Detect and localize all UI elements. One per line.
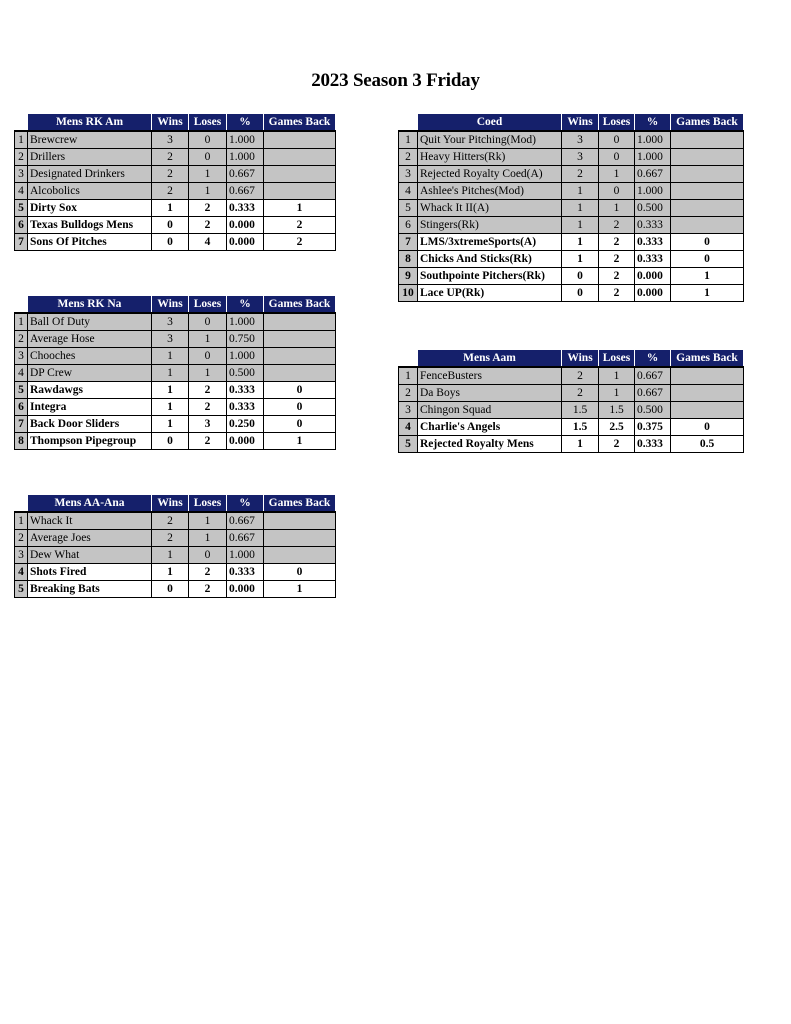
table-row (399, 436, 744, 453)
loses-cell: 1 (189, 512, 227, 530)
team-name-cell: Back Door Sliders (28, 416, 152, 433)
wins-cell: 1 (152, 564, 189, 581)
rank-cell: 6 (15, 399, 28, 416)
games-back-cell (671, 131, 744, 149)
games-back-cell: 1 (671, 268, 744, 285)
wins-header: Wins (152, 296, 189, 314)
games-back-cell (264, 512, 336, 530)
standings-table-mens-rk-am (14, 113, 336, 251)
games-back-cell: 1 (264, 433, 336, 450)
pct-cell: 0.333 (227, 399, 264, 416)
pct-cell: 0.667 (635, 166, 671, 183)
pct-header: % (227, 296, 264, 314)
table-row (399, 217, 744, 234)
team-name-cell: Breaking Bats (28, 581, 152, 598)
wins-cell: 1 (562, 183, 599, 200)
rank-cell: 1 (15, 131, 28, 149)
loses-cell: 2.5 (599, 419, 635, 436)
table-row (15, 131, 336, 149)
team-name-cell: Sons Of Pitches (28, 234, 152, 251)
loses-cell: 2 (599, 217, 635, 234)
rank-cell: 2 (15, 149, 28, 166)
team-name-cell: Rawdawgs (28, 382, 152, 399)
team-name-cell: Brewcrew (28, 131, 152, 149)
team-name-cell: Texas Bulldogs Mens (28, 217, 152, 234)
table-row (15, 313, 336, 331)
table-row (15, 183, 336, 200)
wins-cell: 2 (152, 166, 189, 183)
table-row (15, 149, 336, 166)
wins-header: Wins (562, 114, 599, 132)
games-back-cell: 1 (671, 285, 744, 302)
loses-header: Loses (189, 114, 227, 132)
table-row (399, 367, 744, 385)
division-name: Mens Aam (418, 350, 562, 368)
wins-cell: 1 (152, 365, 189, 382)
pct-header: % (635, 114, 671, 132)
rank-cell: 7 (399, 234, 418, 251)
team-name-cell: LMS/3xtremeSports(A) (418, 234, 562, 251)
team-name-cell: Designated Drinkers (28, 166, 152, 183)
loses-cell: 1 (189, 365, 227, 382)
team-name-cell: Alcobolics (28, 183, 152, 200)
games-back-header: Games Back (671, 350, 744, 368)
games-back-cell: 0 (671, 251, 744, 268)
games-back-cell: 0 (671, 419, 744, 436)
wins-cell: 1 (152, 547, 189, 564)
wins-cell: 0 (152, 581, 189, 598)
header-corner (399, 350, 418, 368)
loses-cell: 2 (599, 268, 635, 285)
rank-cell: 7 (15, 234, 28, 251)
header-corner (15, 114, 28, 132)
table-row (399, 234, 744, 251)
wins-cell: 2 (562, 166, 599, 183)
team-name-cell: Stingers(Rk) (418, 217, 562, 234)
loses-cell: 0 (599, 183, 635, 200)
games-back-cell (264, 348, 336, 365)
games-back-header: Games Back (264, 114, 336, 132)
games-back-cell: 0.5 (671, 436, 744, 453)
wins-cell: 2 (152, 149, 189, 166)
games-back-cell (671, 385, 744, 402)
pct-cell: 0.667 (635, 385, 671, 402)
wins-cell: 1 (562, 217, 599, 234)
pct-cell: 0.667 (227, 183, 264, 200)
loses-cell: 1 (189, 331, 227, 348)
pct-cell: 0.333 (635, 436, 671, 453)
games-back-cell: 2 (264, 217, 336, 234)
games-back-cell: 1 (264, 581, 336, 598)
team-name-cell: Shots Fired (28, 564, 152, 581)
wins-cell: 0 (562, 268, 599, 285)
table-row (15, 399, 336, 416)
table-row (399, 251, 744, 268)
loses-cell: 1 (599, 385, 635, 402)
pct-header: % (227, 114, 264, 132)
loses-header: Loses (189, 495, 227, 513)
games-back-cell (264, 166, 336, 183)
table-row (15, 416, 336, 433)
division-name: Mens AA-Ana (28, 495, 152, 513)
games-back-cell (671, 149, 744, 166)
pct-cell: 0.000 (227, 217, 264, 234)
rank-cell: 1 (399, 367, 418, 385)
wins-cell: 3 (152, 131, 189, 149)
games-back-cell (264, 149, 336, 166)
loses-header: Loses (189, 296, 227, 314)
rank-cell: 8 (399, 251, 418, 268)
rank-cell: 3 (399, 402, 418, 419)
pct-cell: 0.667 (635, 367, 671, 385)
games-back-cell: 0 (671, 234, 744, 251)
games-back-cell (264, 331, 336, 348)
rank-cell: 3 (15, 166, 28, 183)
table-row (399, 200, 744, 217)
table-row (15, 234, 336, 251)
rank-cell: 10 (399, 285, 418, 302)
games-back-cell (671, 200, 744, 217)
loses-cell: 1 (189, 530, 227, 547)
team-name-cell: Chicks And Sticks(Rk) (418, 251, 562, 268)
rank-cell: 7 (15, 416, 28, 433)
team-name-cell: Rejected Royalty Mens (418, 436, 562, 453)
wins-cell: 0 (562, 285, 599, 302)
rank-cell: 4 (15, 183, 28, 200)
pct-cell: 1.000 (227, 348, 264, 365)
team-name-cell: Chooches (28, 348, 152, 365)
pct-cell: 0.000 (635, 285, 671, 302)
table-header-row (15, 495, 336, 513)
header-corner (15, 495, 28, 513)
pct-cell: 0.000 (635, 268, 671, 285)
loses-cell: 0 (599, 131, 635, 149)
rank-cell: 6 (399, 217, 418, 234)
pct-cell: 0.333 (227, 564, 264, 581)
table-row (15, 433, 336, 450)
table-row (399, 183, 744, 200)
team-name-cell: Lace UP(Rk) (418, 285, 562, 302)
header-corner (15, 296, 28, 314)
games-back-cell (264, 183, 336, 200)
rank-cell: 5 (15, 200, 28, 217)
pct-cell: 0.667 (227, 530, 264, 547)
wins-cell: 1 (152, 399, 189, 416)
pct-cell: 1.000 (227, 313, 264, 331)
wins-cell: 1 (152, 348, 189, 365)
loses-cell: 1 (599, 367, 635, 385)
loses-cell: 1 (599, 166, 635, 183)
loses-cell: 0 (189, 149, 227, 166)
rank-cell: 1 (15, 512, 28, 530)
team-name-cell: Integra (28, 399, 152, 416)
table-row (15, 547, 336, 564)
rank-cell: 5 (15, 382, 28, 399)
table-header-row (15, 114, 336, 132)
games-back-cell: 0 (264, 382, 336, 399)
pct-cell: 1.000 (227, 547, 264, 564)
games-back-cell (264, 313, 336, 331)
table-row (399, 285, 744, 302)
pct-header: % (635, 350, 671, 368)
rank-cell: 2 (15, 331, 28, 348)
loses-cell: 0 (189, 348, 227, 365)
team-name-cell: Southpointe Pitchers(Rk) (418, 268, 562, 285)
rank-cell: 3 (15, 348, 28, 365)
wins-cell: 1 (562, 234, 599, 251)
loses-cell: 2 (599, 234, 635, 251)
team-name-cell: Average Joes (28, 530, 152, 547)
rank-cell: 5 (399, 200, 418, 217)
games-back-header: Games Back (671, 114, 744, 132)
standings-table-mens-aa-ana (14, 494, 336, 598)
rank-cell: 1 (15, 313, 28, 331)
team-name-cell: Heavy Hitters(Rk) (418, 149, 562, 166)
pct-header: % (227, 495, 264, 513)
loses-cell: 0 (189, 313, 227, 331)
table-row (399, 268, 744, 285)
rank-cell: 1 (399, 131, 418, 149)
pct-cell: 1.000 (227, 149, 264, 166)
rank-cell: 4 (399, 183, 418, 200)
table-row (15, 217, 336, 234)
games-back-cell: 0 (264, 564, 336, 581)
loses-cell: 2 (189, 382, 227, 399)
table-row (15, 166, 336, 183)
loses-cell: 0 (599, 149, 635, 166)
table-row (15, 331, 336, 348)
loses-cell: 0 (189, 131, 227, 149)
wins-header: Wins (562, 350, 599, 368)
team-name-cell: Rejected Royalty Coed(A) (418, 166, 562, 183)
loses-header: Loses (599, 114, 635, 132)
team-name-cell: Chingon Squad (418, 402, 562, 419)
wins-cell: 2 (152, 183, 189, 200)
rank-cell: 4 (15, 365, 28, 382)
page-title: 2023 Season 3 Friday (311, 70, 480, 91)
games-back-cell: 0 (264, 416, 336, 433)
rank-cell: 6 (15, 217, 28, 234)
pct-cell: 1.000 (227, 131, 264, 149)
rank-cell: 4 (399, 419, 418, 436)
wins-cell: 1 (562, 436, 599, 453)
games-back-cell (671, 217, 744, 234)
team-name-cell: Thompson Pipegroup (28, 433, 152, 450)
pct-cell: 0.000 (227, 581, 264, 598)
games-back-cell (671, 367, 744, 385)
team-name-cell: Dew What (28, 547, 152, 564)
loses-cell: 4 (189, 234, 227, 251)
table-row (15, 348, 336, 365)
pct-cell: 1.000 (635, 149, 671, 166)
games-back-cell (671, 183, 744, 200)
loses-cell: 2 (189, 217, 227, 234)
games-back-cell (264, 547, 336, 564)
loses-cell: 1 (189, 183, 227, 200)
wins-cell: 0 (152, 433, 189, 450)
games-back-cell: 1 (264, 200, 336, 217)
table-row (399, 419, 744, 436)
pct-cell: 0.333 (635, 251, 671, 268)
team-name-cell: Da Boys (418, 385, 562, 402)
wins-cell: 1.5 (562, 402, 599, 419)
pct-cell: 0.667 (227, 512, 264, 530)
rank-cell: 5 (15, 581, 28, 598)
loses-cell: 2 (189, 399, 227, 416)
games-back-cell (671, 402, 744, 419)
wins-header: Wins (152, 495, 189, 513)
pct-cell: 0.667 (227, 166, 264, 183)
team-name-cell: DP Crew (28, 365, 152, 382)
team-name-cell: Average Hose (28, 331, 152, 348)
pct-cell: 0.333 (635, 217, 671, 234)
team-name-cell: Dirty Sox (28, 200, 152, 217)
pct-cell: 0.500 (227, 365, 264, 382)
rank-cell: 2 (399, 385, 418, 402)
wins-cell: 1 (152, 200, 189, 217)
loses-cell: 2 (189, 200, 227, 217)
wins-cell: 1 (152, 382, 189, 399)
table-row (15, 365, 336, 382)
table-row (15, 581, 336, 598)
loses-cell: 2 (599, 251, 635, 268)
wins-cell: 2 (562, 385, 599, 402)
rank-cell: 3 (15, 547, 28, 564)
pct-cell: 0.333 (227, 382, 264, 399)
loses-cell: 2 (189, 433, 227, 450)
games-back-cell: 2 (264, 234, 336, 251)
team-name-cell: Whack It (28, 512, 152, 530)
team-name-cell: FenceBusters (418, 367, 562, 385)
loses-cell: 1.5 (599, 402, 635, 419)
wins-cell: 3 (152, 331, 189, 348)
table-row (15, 512, 336, 530)
games-back-header: Games Back (264, 296, 336, 314)
pct-cell: 0.000 (227, 433, 264, 450)
loses-cell: 0 (189, 547, 227, 564)
table-header-row (399, 114, 744, 132)
division-name: Coed (418, 114, 562, 132)
wins-cell: 1 (562, 200, 599, 217)
table-row (399, 402, 744, 419)
table-header-row (399, 350, 744, 368)
standings-table-mens-rk-na (14, 295, 336, 450)
table-header-row (15, 296, 336, 314)
games-back-cell (671, 166, 744, 183)
pct-cell: 1.000 (635, 131, 671, 149)
pct-cell: 0.375 (635, 419, 671, 436)
rank-cell: 2 (15, 530, 28, 547)
loses-cell: 1 (599, 200, 635, 217)
wins-cell: 1.5 (562, 419, 599, 436)
table-row (399, 131, 744, 149)
loses-cell: 2 (189, 564, 227, 581)
pct-cell: 0.333 (227, 200, 264, 217)
games-back-cell: 0 (264, 399, 336, 416)
games-back-header: Games Back (264, 495, 336, 513)
wins-cell: 3 (152, 313, 189, 331)
pct-cell: 0.250 (227, 416, 264, 433)
pct-cell: 0.500 (635, 200, 671, 217)
loses-cell: 2 (599, 285, 635, 302)
wins-cell: 1 (152, 416, 189, 433)
team-name-cell: Quit Your Pitching(Mod) (418, 131, 562, 149)
loses-cell: 2 (189, 581, 227, 598)
pct-cell: 0.000 (227, 234, 264, 251)
table-row (15, 564, 336, 581)
wins-cell: 1 (562, 251, 599, 268)
standings-table-coed (398, 113, 744, 302)
table-row (15, 382, 336, 399)
table-row (399, 166, 744, 183)
table-row (399, 385, 744, 402)
games-back-cell (264, 131, 336, 149)
team-name-cell: Ashlee's Pitches(Mod) (418, 183, 562, 200)
rank-cell: 5 (399, 436, 418, 453)
pct-cell: 0.500 (635, 402, 671, 419)
team-name-cell: Whack It II(A) (418, 200, 562, 217)
team-name-cell: Ball Of Duty (28, 313, 152, 331)
wins-cell: 0 (152, 217, 189, 234)
loses-header: Loses (599, 350, 635, 368)
rank-cell: 4 (15, 564, 28, 581)
division-name: Mens RK Am (28, 114, 152, 132)
rank-cell: 9 (399, 268, 418, 285)
header-corner (399, 114, 418, 132)
games-back-cell (264, 365, 336, 382)
pct-cell: 1.000 (635, 183, 671, 200)
division-name: Mens RK Na (28, 296, 152, 314)
wins-cell: 0 (152, 234, 189, 251)
rank-cell: 2 (399, 149, 418, 166)
team-name-cell: Drillers (28, 149, 152, 166)
rank-cell: 3 (399, 166, 418, 183)
team-name-cell: Charlie's Angels (418, 419, 562, 436)
pct-cell: 0.750 (227, 331, 264, 348)
pct-cell: 0.333 (635, 234, 671, 251)
standings-table-mens-aam (398, 349, 744, 453)
loses-cell: 3 (189, 416, 227, 433)
rank-cell: 8 (15, 433, 28, 450)
loses-cell: 1 (189, 166, 227, 183)
wins-cell: 3 (562, 149, 599, 166)
games-back-cell (264, 530, 336, 547)
table-row (399, 149, 744, 166)
table-row (15, 200, 336, 217)
wins-cell: 3 (562, 131, 599, 149)
table-row (15, 530, 336, 547)
wins-header: Wins (152, 114, 189, 132)
wins-cell: 2 (152, 530, 189, 547)
wins-cell: 2 (562, 367, 599, 385)
loses-cell: 2 (599, 436, 635, 453)
wins-cell: 2 (152, 512, 189, 530)
